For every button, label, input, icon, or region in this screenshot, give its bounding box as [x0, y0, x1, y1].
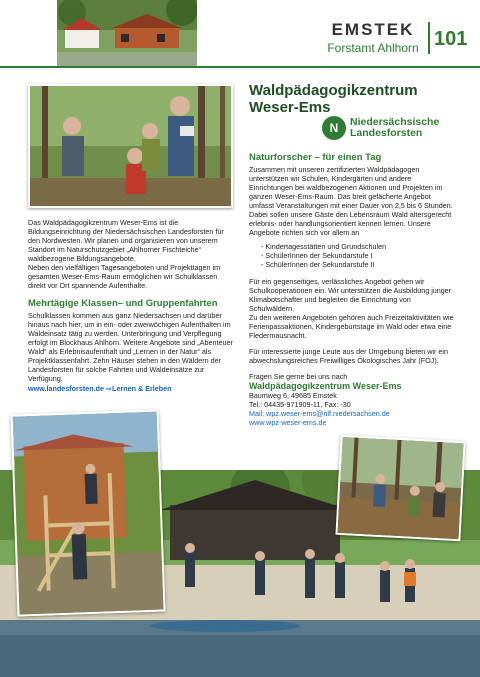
photo-children-forest-work: [335, 435, 465, 541]
photo-building-climbing-frame: [11, 409, 166, 616]
nlf-logo-icon: N: [322, 116, 346, 140]
contact-mail-link[interactable]: Mail: wpz.weser-ems@nlf.niedersachsen.de: [249, 409, 390, 418]
list-item: - SchülerInnen der Sekundarstufe I: [261, 251, 455, 260]
header-rule: [0, 66, 480, 68]
audience-list: [261, 242, 455, 269]
group-trips-paragraph: Schulklassen kommen aus ganz Niedersachsen und darüber hinaus nach hier, um in ein- oder zweiwöchigen Aufenthalten im Waldeinsatz tätig zu werden. Unterbringung und Verpflegung erfolgt im Blockhaus Ahlhorn. Weitere Angebote sind „Abenteuer Wald“ als Erlebnisaufenthalt und „Lernen in der Natur“ als Projektklassenfahrt. Zehn Häuser stehen in den Wäldern der Landesforsten für solche Fahrten und Waldeinsätze zur Verfügung.: [28, 311, 233, 383]
section-heading-naturforscher: Naturforscher – für einen Tag: [249, 152, 382, 163]
brand-divider: [428, 22, 430, 54]
header-photo-forest-house: [57, 0, 197, 68]
section-heading-group-trips: Mehrtägige Klassen– und Gruppenfahrten: [28, 298, 218, 309]
niedersachsen-logo: [322, 116, 439, 140]
landesforsten-link[interactable]: www.landesforsten.de: [28, 384, 105, 393]
page-title-line2: Weser-Ems: [249, 99, 331, 116]
page-title-line1: Waldpädagogikzentrum: [249, 82, 418, 99]
lernen-erleben-link[interactable]: ⇨Lernen & Erleben: [106, 384, 172, 393]
brand-block: [318, 20, 428, 55]
contact-address: Baumweg 6, 49685 Emstek: [249, 391, 337, 400]
photo-children-in-forest: [28, 84, 233, 208]
intro-paragraph: Das Waldpädagogikzentrum Weser-Ems ist die Bildungseinrichtung der Niedersächsischen Landesforsten für den Nordwesten. Wir planen und organisieren von unserem Standort im Naturschutzgebiet „Ahlhorner Fischteiche“ waldbezogene Bildungsangebote.: [28, 218, 224, 263]
contact-phone: Tel.: 04435-971909-11, Fax: -30: [249, 400, 351, 409]
naturforscher-paragraph: Zusammen mit unseren zertifizierten Waldpädagogen unterstützen wir Schulen, Kindergärten und andere Einrichtungen bei waldbezogenen Aktionen und Projekten im ganzen Weser-Ems-Raum. Das breit gefächerte Angebot umfasst Veranstaltungen mit einer Dauer von 2,5 bis 6 Stunden. Dabei sollen unsere Gäste den Lebensraum Wald altersgerecht erlebnis- oder handlungsorientiert kennen lernen. Unsere Angebote richten sich vor allem an: [249, 165, 453, 237]
logo-text-line2: Landesforsten: [350, 127, 423, 139]
intro-paragraph-2: Neben den vielfältigen Tagesangeboten und Projekttagen im gesamten Weser-Ems-Raum ermöglichen wir Schulklassen direkt vor Ort spannende Aufenthalte.: [28, 263, 221, 290]
left-column: [28, 218, 233, 393]
list-item: - SchülerInnen der Sekundarstufe II: [261, 260, 455, 269]
foej-paragraph: Für interessierte junge Leute aus der Umgebung bieten wir ein abwechslungsreiches Freiwilliges Ökologisches Jahr (FÖJ).: [249, 347, 448, 365]
list-item: - Kindertagesstätten und Grundschulen: [261, 242, 455, 251]
cooperation-paragraph: Für ein gegenseitiges, verlässliches Angebot gehen wir Schulkooperationen ein. Wir unterstützen die Ausbildung junger Klimabotschafter und begleiten die Einrichtung von Schulwäldern.: [249, 277, 452, 313]
brand-name: EMSTEK: [331, 20, 415, 39]
right-text: [249, 152, 455, 427]
contact-name: Waldpädagogikzentrum Weser-Ems: [249, 381, 402, 391]
right-column: [249, 82, 459, 116]
page-number: 101: [434, 28, 468, 50]
contact-intro: Fragen Sie gerne bei uns nach: [249, 372, 348, 381]
contact-web-link[interactable]: www.wpz-weser-ems.de: [249, 418, 327, 427]
brand-subtitle: Forstamt Ahlhorn: [327, 41, 419, 55]
logo-text-line1: Niedersächsische: [350, 116, 440, 128]
leisure-paragraph: Zu den weiteren Angeboten gehören auch Freizeitaktivitäten wie Ferienpassaktionen, Kindergeburtstage im Wald oder etwa eine Fledermausnacht.: [249, 313, 454, 340]
